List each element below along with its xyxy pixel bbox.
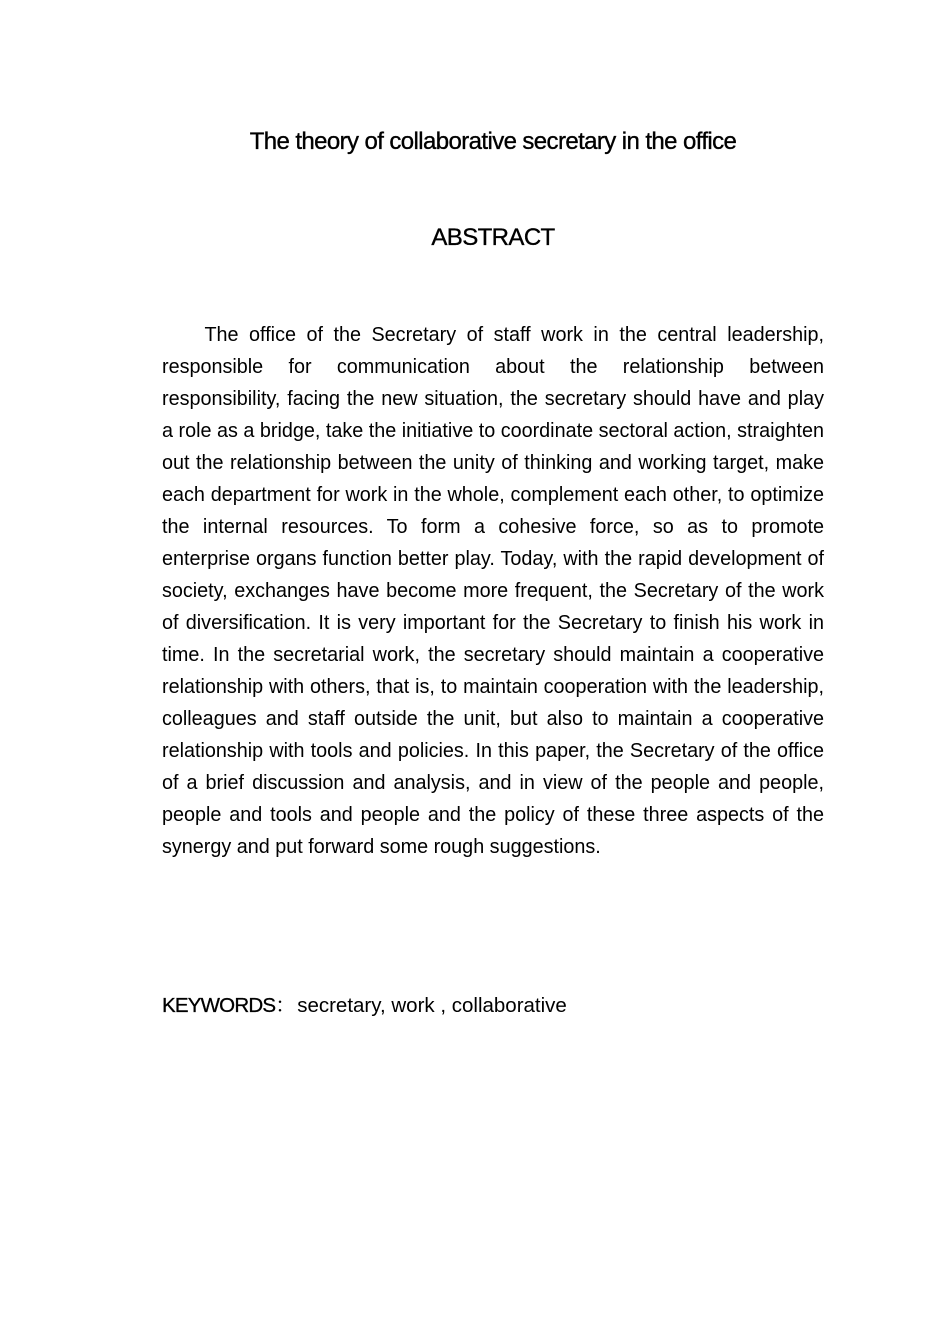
abstract-body: The office of the Secretary of staff work in the central leadership, responsible for communication about the relationship between responsibility, facing the new situation, the secretary should have and play a role as a bridge, take the initiative to coordinate sectoral action, straighten out the relationship between the unity of thinking and working target, make each department for work in the whole, complement each other, to optimize the internal resources. To form a cohesive force, so as to promote enterprise organs function better play. Today, with the rapid development of society, exchanges have become more frequent, the Secretary of the work of diversification. It is very important for the Secretary to finish his work in time. In the secretarial work, the secretary should maintain a cooperative relationship with others, that is, to maintain cooperation with the leadership, colleagues and staff outside the unit, but also to maintain a cooperative relationship with tools and policies. In this paper, the Secretary of the office of a brief discussion and analysis, and in view of the people and people, people and tools and people and the policy of these three aspects of the synergy and put forward some rough suggestions. [162,323,825,858]
paper-title: The theory of collaborative secretary in the office [249,128,737,155]
keywords-line [162,990,567,1022]
keywords-separator: ： [275,994,296,1017]
abstract-heading: ABSTRACT [431,224,555,251]
keywords-label: KEYWORDS [162,994,276,1017]
keywords-value: secretary, work , collaborative [297,994,567,1017]
